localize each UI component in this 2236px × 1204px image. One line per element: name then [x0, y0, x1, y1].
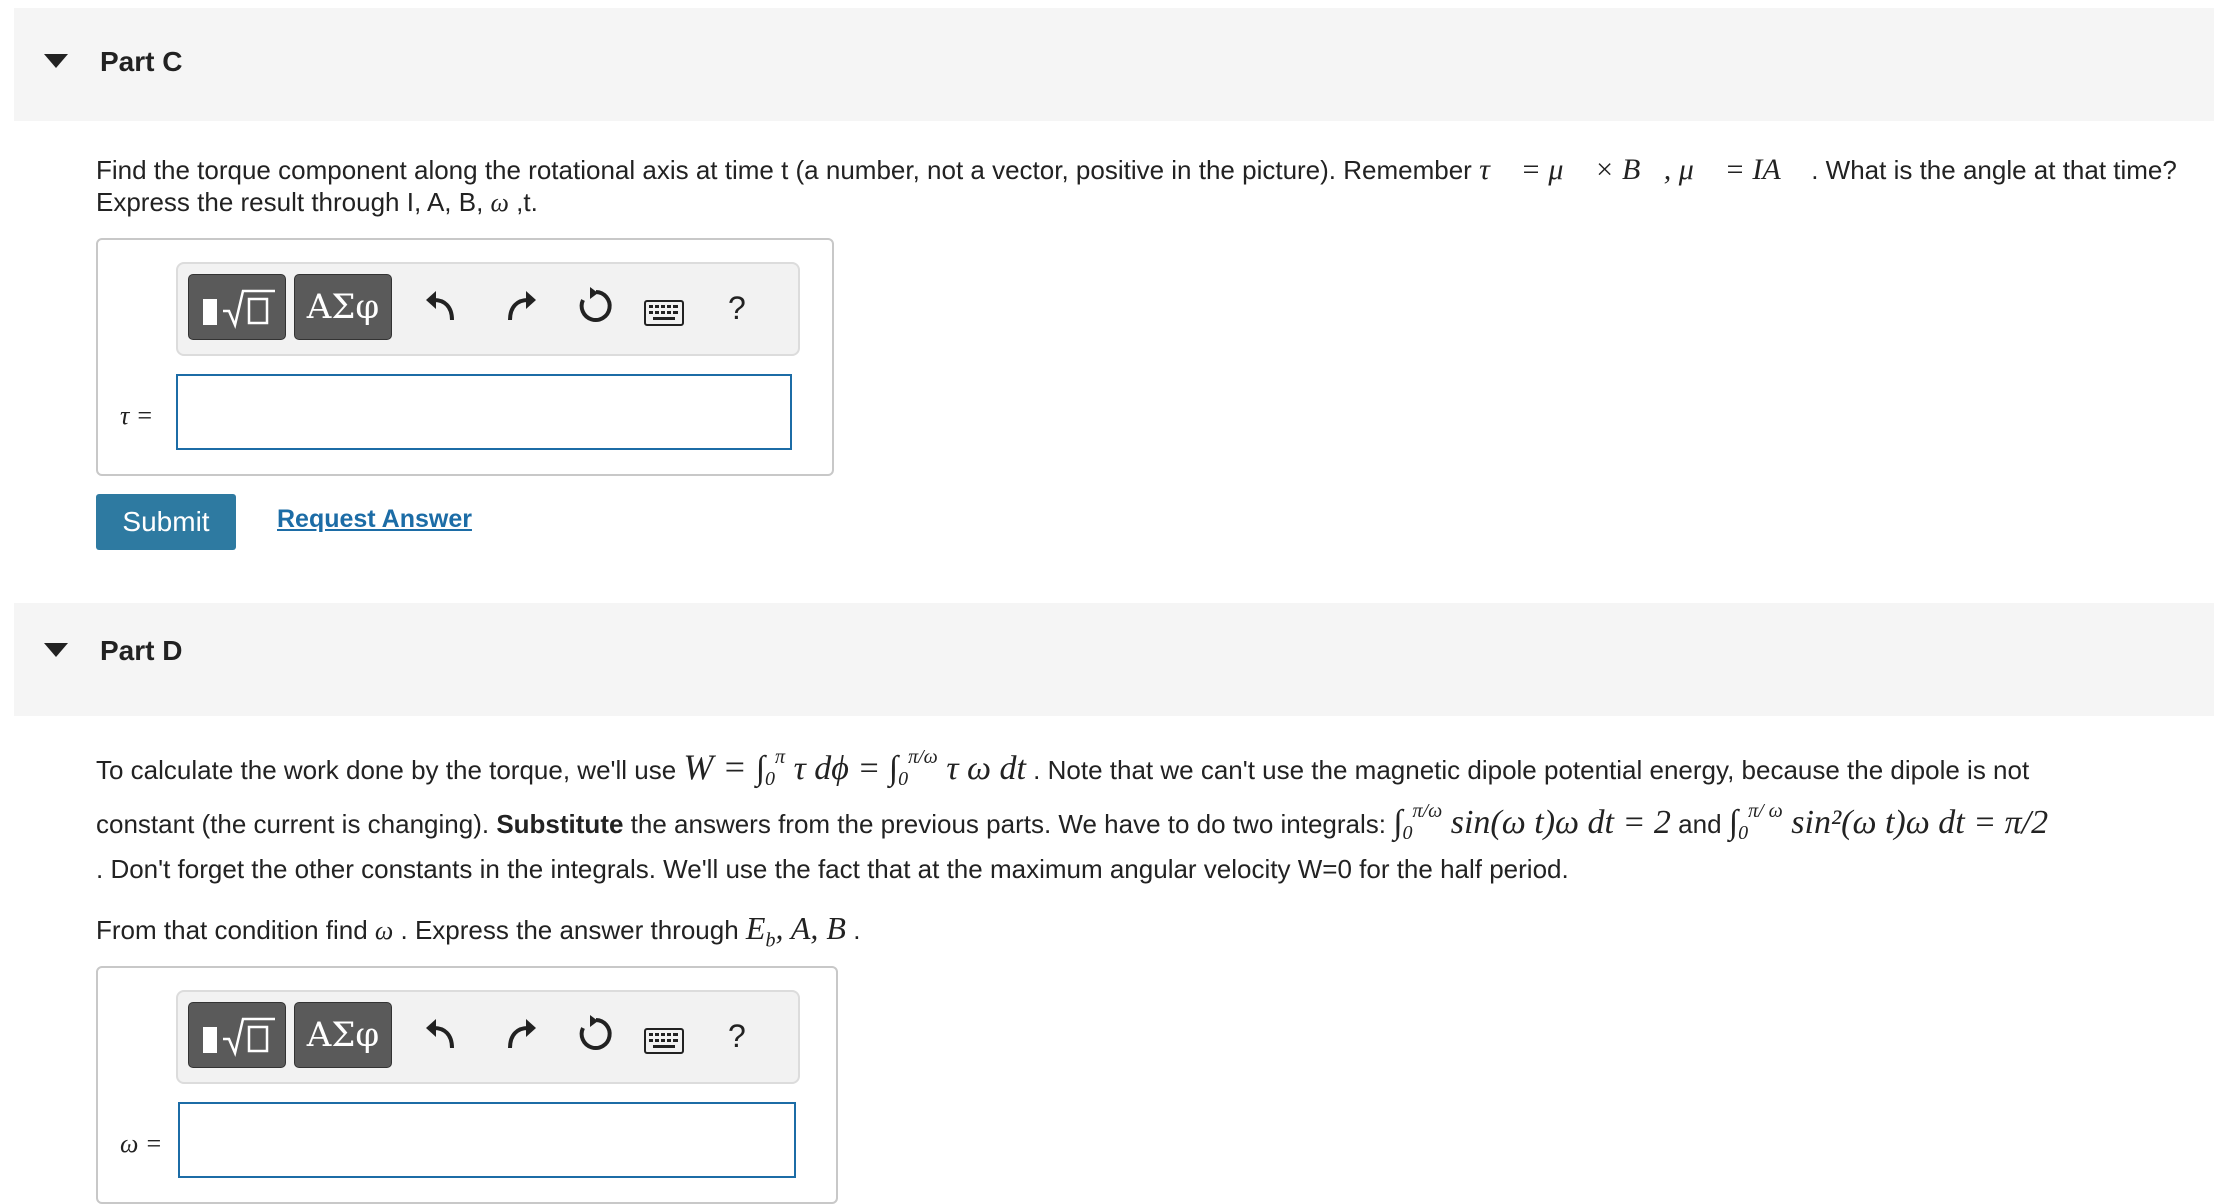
submit-button[interactable]: Submit: [96, 494, 236, 550]
integral-body: sin²(ω t)ω dt = π/2: [1782, 804, 2049, 841]
part-d-para1: [96, 746, 2029, 791]
templates-icon: [189, 275, 285, 339]
part-d-answer-box: [96, 966, 838, 1204]
question-text: From that condition find: [96, 915, 375, 945]
integral-1: $\int_0^\pi$: [755, 746, 786, 791]
variables-list: , A, B: [775, 910, 846, 946]
question-text: and: [1670, 809, 1729, 839]
integral-2: $\int_0^{\pi/\omega}$: [888, 746, 938, 791]
symbols-button[interactable]: ΑΣφ: [294, 1002, 392, 1068]
question-text: constant (the current is changing).: [96, 809, 497, 839]
question-text: Express the result through I, A, B,: [96, 187, 491, 217]
templates-button[interactable]: [188, 274, 286, 340]
templates-button[interactable]: [188, 1002, 286, 1068]
bold-text: Substitute: [496, 809, 624, 839]
integral-body: τ ω dt: [937, 750, 1026, 787]
part-d-header[interactable]: [14, 603, 2214, 716]
energy-subscript: b: [765, 929, 776, 952]
question-text: . Express the answer through: [393, 915, 746, 945]
omega-symbol: ω: [374, 916, 394, 945]
integral-lower-limit: 0: [898, 768, 909, 791]
part-d-para4: [96, 910, 860, 952]
part-c-header[interactable]: [14, 8, 2214, 121]
tau-answer-input[interactable]: [176, 374, 792, 450]
integral-body: sin(ω t)ω dt = 2: [1442, 804, 1671, 841]
redo-icon[interactable]: [500, 286, 540, 334]
part-d-para2: [96, 800, 2049, 845]
part-c-title: Part C: [100, 46, 183, 77]
integral-upper-limit: π/ ω: [1748, 800, 1783, 823]
undo-icon[interactable]: [422, 286, 462, 334]
redo-icon[interactable]: [500, 1014, 540, 1062]
keyboard-icon[interactable]: [644, 1022, 684, 1062]
omega-answer-input[interactable]: [178, 1102, 796, 1178]
reset-icon[interactable]: [576, 1014, 616, 1062]
request-answer-link[interactable]: Request Answer: [277, 505, 472, 533]
part-d-para3: . Don't forget the other constants in the integrals. We'll use the fact that at the maximum angular velocity W=0 for the half period.: [96, 854, 1569, 884]
tau-label: [120, 400, 153, 431]
integral-lower-limit: 0: [1402, 822, 1413, 845]
collapse-triangle-icon[interactable]: [44, 54, 68, 68]
question-text: .: [845, 915, 861, 945]
question-text: ,t.: [508, 187, 538, 217]
integral-4: $\int_0^{\pi/ \omega}$: [1728, 800, 1783, 845]
torque-formula: τ⃗ = μ⃗ × B⃗, μ⃗ = IA⃗: [1479, 153, 1804, 186]
math-toolbar: [176, 262, 800, 356]
question-text: Find the torque component along the rotational axis at time t (a number, not a vector, positive in the picture). Remember: [96, 155, 1480, 185]
help-button[interactable]: ?: [728, 1018, 746, 1054]
question-text: . Note that we can't use the magnetic dipole potential energy, because the dipole is not: [1033, 755, 2030, 785]
keyboard-icon[interactable]: [644, 294, 684, 334]
omega-symbol: ω: [490, 188, 509, 217]
part-d-title: Part D: [100, 635, 183, 666]
energy-symbol: E: [745, 910, 766, 946]
math-toolbar: [176, 990, 800, 1084]
work-formula-lhs: W =: [683, 747, 756, 787]
integral-upper-limit: π/ω: [908, 746, 938, 769]
help-button[interactable]: ?: [728, 290, 746, 326]
part-c-question-line2: [96, 187, 538, 218]
undo-icon[interactable]: [422, 1014, 462, 1062]
collapse-triangle-icon[interactable]: [44, 643, 68, 657]
omega-label-text: ω =: [120, 1129, 163, 1158]
question-text: To calculate the work done by the torque, we'll use: [96, 755, 684, 785]
symbols-button[interactable]: ΑΣφ: [294, 274, 392, 340]
part-c-answer-box: [96, 238, 834, 476]
integral-lower-limit: 0: [1738, 822, 1749, 845]
tau-label-text: τ =: [120, 401, 154, 430]
omega-label: [120, 1128, 162, 1159]
question-text: the answers from the previous parts. We have to do two integrals:: [623, 809, 1394, 839]
reset-icon[interactable]: [576, 286, 616, 334]
integral-3: $\int_0^{\pi/\omega}$: [1393, 800, 1443, 845]
integral-body: τ dϕ =: [785, 750, 889, 787]
templates-icon: [189, 1003, 285, 1067]
question-text: . What is the angle at that time?: [1811, 155, 2177, 185]
integral-upper-limit: π/ω: [1412, 800, 1443, 823]
integral-upper-limit: π: [775, 746, 786, 769]
integral-lower-limit: 0: [765, 768, 776, 791]
part-c-question-line1: [96, 153, 2177, 187]
